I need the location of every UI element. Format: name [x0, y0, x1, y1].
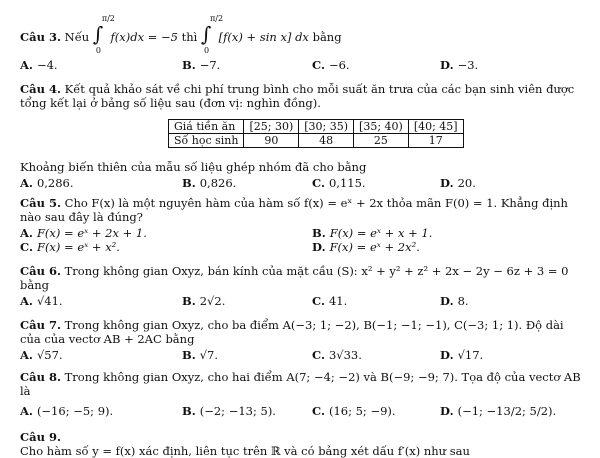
integral-sign: ∫ π/2 0	[93, 24, 107, 44]
option-c[interactable]: C. F(x) = eˣ + x².	[20, 240, 120, 254]
question-number: Câu 3.	[20, 30, 61, 44]
question-text-part: bằng	[312, 30, 342, 44]
option-d[interactable]: D. √17.	[440, 348, 484, 362]
question-5	[20, 196, 586, 224]
table-cell: [30; 35)	[299, 120, 354, 134]
option-c[interactable]: C. 0,115.	[312, 176, 366, 190]
option-b[interactable]: B. F(x) = eˣ + x + 1.	[312, 226, 433, 240]
integral-sign: ∫ π/2 0	[201, 24, 215, 44]
table-cell: 17	[408, 134, 463, 148]
question-text-part: Nếu	[64, 30, 90, 44]
question-4	[20, 82, 586, 110]
table-cell: [40; 45]	[408, 120, 463, 134]
option-a[interactable]: A. (−16; −5; 9).	[20, 404, 114, 418]
option-c[interactable]: C. 3√33.	[312, 348, 362, 362]
option-b[interactable]: B. 0,826.	[182, 176, 237, 190]
table-cell: 48	[299, 134, 354, 148]
table-cell: 25	[354, 134, 409, 148]
question-number: Câu 7.	[20, 318, 61, 332]
question-7	[20, 318, 586, 346]
option-d[interactable]: D. F(x) = eˣ + 2x².	[312, 240, 420, 254]
integral-upper-limit: π/2	[210, 14, 224, 23]
question-9-partial: Câu 9. Cho hàm số y = f(x) xác định, liên tục trên ℝ và có bảng xét dấu f′(x) như sau	[20, 430, 470, 458]
table-cell: 90	[244, 134, 299, 148]
question-number: Câu 4.	[20, 82, 61, 96]
option-d[interactable]: D. 8.	[440, 294, 469, 308]
data-table	[168, 119, 464, 148]
table-cell: [25; 30)	[244, 120, 299, 134]
option-c[interactable]: C. 41.	[312, 294, 348, 308]
question-4-prompt: Khoảng biến thiên của mẫu số liệu ghép nhóm đã cho bằng	[20, 160, 367, 174]
integral-lower-limit: 0	[95, 46, 101, 55]
option-b[interactable]: B. √7.	[182, 348, 219, 362]
option-a[interactable]: A. −4.	[20, 58, 58, 72]
question-6	[20, 264, 586, 292]
option-a[interactable]: A. 0,286.	[20, 176, 74, 190]
option-a[interactable]: A. √57.	[20, 348, 63, 362]
question-text: Trong không gian Oxyz, cho hai điểm A(7; −4; −2) và B(−9; −9; 7). Tọa độ của vectơ AB là	[20, 370, 581, 398]
question-text: Trong không gian Oxyz, bán kính của mặt cầu (S): x² + y² + z² + 2x − 2y − 6z + 3 = 0 bằng	[20, 264, 569, 292]
question-number: Câu 6.	[20, 264, 61, 278]
table-header-cell: Giá tiền ăn	[169, 120, 244, 134]
question-text: Trong không gian Oxyz, cho ba điểm A(−3; 1; −2), B(−1; −1; −1), C(−3; 1; 1). Độ dài của của vectơ AB + 2AC bằng	[20, 318, 564, 346]
question-text: Cho F(x) là một nguyên hàm của hàm số f(x) = eˣ + 2x thỏa mãn F(0) = 1. Khẳng định nào sau đây là đúng?	[20, 196, 568, 224]
table-row	[169, 120, 464, 134]
question-number: Câu 8.	[20, 370, 61, 384]
table-row	[169, 134, 464, 148]
question-expression: [f(x) + sin x] dx	[218, 30, 309, 44]
question-3	[20, 14, 586, 55]
table-header-cell: Số học sinh	[169, 134, 244, 148]
question-text: Kết quả khảo sát về chi phí trung bình cho mỗi suất ăn trưa của các bạn sinh viên được tổng kết lại ở bảng số liệu sau (đơn vị: nghìn đồng).	[20, 82, 575, 110]
option-b[interactable]: B. −7.	[182, 58, 221, 72]
option-d[interactable]: D. 20.	[440, 176, 476, 190]
option-a[interactable]: A. F(x) = eˣ + 2x + 1.	[20, 226, 147, 240]
option-d[interactable]: D. −3.	[440, 58, 479, 72]
integral-upper-limit: π/2	[101, 14, 115, 23]
option-c[interactable]: C. (16; 5; −9).	[312, 404, 396, 418]
option-b[interactable]: B. 2√2.	[182, 294, 226, 308]
question-8	[20, 370, 586, 398]
question-number: Câu 5.	[20, 196, 61, 210]
question-text-part: thì	[181, 30, 198, 44]
question-expression: f(x)dx = −5	[110, 30, 178, 44]
integral-lower-limit: 0	[204, 46, 210, 55]
option-d[interactable]: D. (−1; −13/2; 5/2).	[440, 404, 557, 418]
option-a[interactable]: A. √41.	[20, 294, 63, 308]
option-b[interactable]: B. (−2; −13; 5).	[182, 404, 276, 418]
option-c[interactable]: C. −6.	[312, 58, 350, 72]
table-cell: [35; 40)	[354, 120, 409, 134]
